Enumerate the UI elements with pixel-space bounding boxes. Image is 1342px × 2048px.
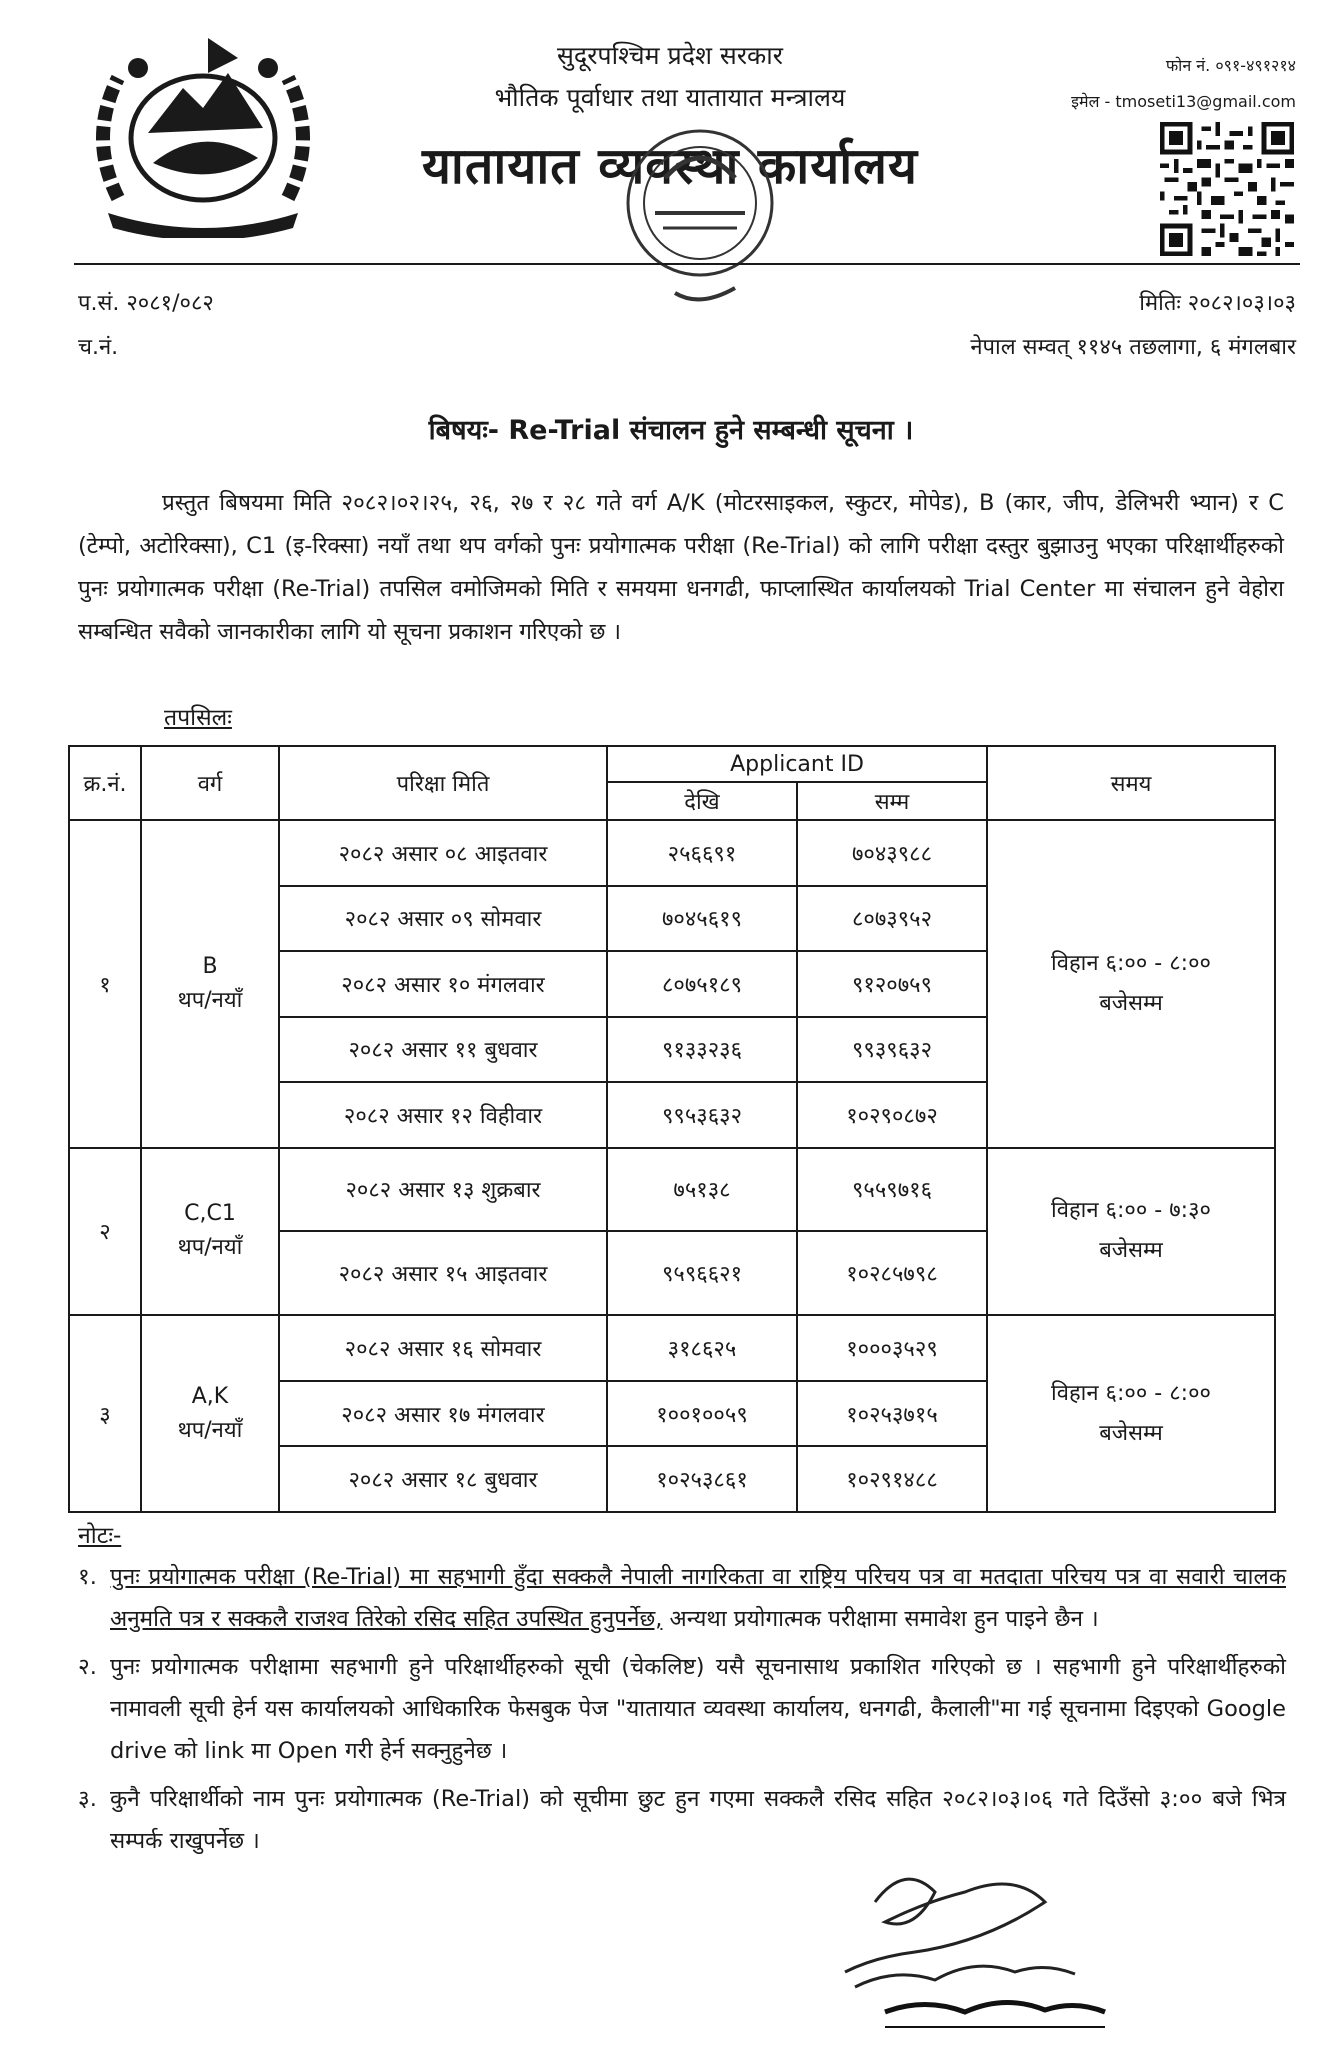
header-ministry: भौतिक पूर्वाधार तथा यातायात मन्त्रालय	[494, 83, 846, 112]
note-rest-text: अन्यथा प्रयोगात्मक परीक्षामा समावेश हुन पाइने छैन ।	[662, 1606, 1099, 1632]
header-category: वर्ग	[141, 746, 279, 820]
row-id-from: ९१३३२३६	[607, 1017, 797, 1083]
row-id-from: ७०४५६१९	[607, 886, 797, 952]
time-suffix: बजेसम्म	[1099, 1420, 1163, 1446]
time-suffix: बजेसम्म	[1099, 990, 1163, 1016]
row-id-from: १००१००५९	[607, 1381, 797, 1447]
row-sn: ३	[69, 1315, 141, 1512]
note-text: पुनः प्रयोगात्मक परीक्षामा सहभागी हुने परिक्षार्थीहरुको सूची (चेकलिष्ट) यसै सूचनासाथ प्रकाशित गरिएको छ । सहभागी हुने परिक्षार्थीहरुको नामावली सूची हेर्न यस कार्यालयको आधिकारिक फेसबुक पेज "यातायात व्यवस्था कार्यालय, धनगढी, कैलाली"मा गई सूचनामा दिइएको Google drive को link मा Open गरी हेर्न सक्नुहुनेछ ।	[110, 1654, 1286, 1764]
list-item	[78, 1646, 1286, 1772]
row-time	[987, 1315, 1275, 1512]
row-id-to: १०२८५७९८	[797, 1231, 987, 1315]
qr-code-icon	[1160, 122, 1294, 256]
row-id-to: १०००३५२९	[797, 1315, 987, 1381]
row-id-from: ३१८६२५	[607, 1315, 797, 1381]
header-applicant-id: Applicant ID	[607, 746, 987, 782]
note-number: २.	[78, 1654, 97, 1680]
row-id-from: ८०७५१८९	[607, 951, 797, 1017]
row-time	[987, 820, 1275, 1148]
row-exam-date: २०८२ असार ०९ सोमवार	[279, 886, 607, 952]
row-time	[987, 1148, 1275, 1316]
note-text: कुनै परिक्षार्थीको नाम पुनः प्रयोगात्मक (Re-Trial) को सूचीमा छुट हुन गएमा सक्कलै रसिद सहित २०८२।०३।०६ गते दिउँसो ३:०० बजे भित्र सम्पर्क राखुपर्नेछ ।	[110, 1786, 1286, 1854]
row-exam-date: २०८२ असार १७ मंगलवार	[279, 1381, 607, 1447]
row-exam-date: २०८२ असार १५ आइतवार	[279, 1231, 607, 1315]
retrial-schedule-table	[68, 745, 1276, 1513]
time-range: विहान ६:०० - ८:००	[1051, 1380, 1211, 1406]
row-id-to: ९५५९७१६	[797, 1148, 987, 1232]
contact-block	[1046, 48, 1296, 120]
note-underlined-text: पुनः प्रयोगात्मक परीक्षा (Re-Trial) मा सहभागी हुँदा सक्कलै नेपाली नागरिकता वा राष्ट्रिय परिचय पत्र वा मतदाता परिचय पत्र वा सवारी चालक अनुमति पत्र र सक्कलै राजश्व तिरेको रसिद सहित उपस्थित हुनुपर्नेछ,	[110, 1564, 1286, 1632]
category-code: B	[202, 953, 218, 979]
row-id-to: ९१२०७५९	[797, 951, 987, 1017]
header-to: सम्म	[797, 782, 987, 820]
row-exam-date: २०८२ असार ०८ आइतवार	[279, 820, 607, 886]
category-type: थप/नयाँ	[177, 987, 243, 1013]
header-from: देखि	[607, 782, 797, 820]
letter-number: प.सं. २०८१/०८२	[78, 291, 214, 316]
row-exam-date: २०८२ असार १६ सोमवार	[279, 1315, 607, 1381]
reference-right	[970, 282, 1296, 370]
header-sn: क्र.नं.	[69, 746, 141, 820]
row-exam-date: २०८२ असार १८ बुधवार	[279, 1446, 607, 1512]
row-id-from: १०२५३८६१	[607, 1446, 797, 1512]
time-suffix: बजेसम्म	[1099, 1238, 1163, 1264]
details-label: तपसिलः	[164, 705, 232, 731]
row-exam-date: २०८२ असार १० मंगलवार	[279, 951, 607, 1017]
category-code: A,K	[191, 1383, 229, 1409]
time-range: विहान ६:०० - ७:३०	[1051, 1198, 1211, 1224]
note-number: १.	[78, 1564, 97, 1590]
nepal-sambat-date: नेपाल सम्वत् ११४५ तछलागा, ६ मंगलबार	[970, 335, 1296, 360]
header-government: सुदूरपश्चिम प्रदेश सरकार	[557, 41, 783, 70]
note-number: ३.	[78, 1786, 97, 1812]
category-type: थप/नयाँ	[177, 1235, 243, 1261]
row-exam-date: २०८२ असार १३ शुक्रबार	[279, 1148, 607, 1232]
notice-subject: बिषयः- Re-Trial संचालन हुने सम्बन्धी सूचना ।	[428, 415, 914, 446]
notes-title: नोटः-	[78, 1523, 122, 1549]
time-range: विहान ६:०० - ८:००	[1051, 950, 1211, 976]
category-code: C,C1	[184, 1201, 236, 1227]
note-text	[110, 1556, 1286, 1640]
notice-body-text: प्रस्तुत बिषयमा मिति २०८२।०२।२५, २६, २७ र २८ गते वर्ग A/K (मोटरसाइकल, स्कुटर, मोपेड), B (कार, जीप, डेलिभरी भ्यान) र C (टेम्पो, अटोरिक्सा), C1 (इ-रिक्सा) नयाँ तथा थप वर्गको पुनः प्रयोगात्मक परीक्षा (Re-Trial) को लागि परीक्षा दस्तुर बुझाउनु भएका परिक्षार्थीहरुको पुनः प्रयोगात्मक परीक्षा (Re-Trial) तपसिल वमोजिमको मिति र समयमा धनगढी, फाप्लास्थित कार्यालयको Trial Center मा संचालन हुने वेहोरा सम्बन्धित सवैको जानकारीका लागि यो सूचना प्रकाशन गरिएको छ ।	[78, 490, 1284, 645]
header-exam-date: परिक्षा मिति	[279, 746, 607, 820]
category-type: थप/नयाँ	[177, 1417, 243, 1443]
notice-body	[78, 482, 1284, 654]
row-id-from: ९९५३६३२	[607, 1082, 797, 1148]
row-id-from: ९५९६६२१	[607, 1231, 797, 1315]
letter-date: मितिः २०८२।०३।०३	[1139, 291, 1296, 316]
table-row	[69, 1315, 1275, 1381]
row-category	[141, 1315, 279, 1512]
reference-left	[78, 282, 214, 370]
row-category	[141, 820, 279, 1148]
header-divider	[74, 263, 1300, 265]
row-id-to: ७०४३९८८	[797, 820, 987, 886]
row-id-from: २५६६९१	[607, 820, 797, 886]
table-row	[69, 1148, 1275, 1232]
row-id-to: १०२९१४८८	[797, 1446, 987, 1512]
nepal-emblem-icon	[78, 28, 328, 238]
list-item	[78, 1556, 1286, 1640]
notes-list	[78, 1556, 1286, 1868]
list-item	[78, 1778, 1286, 1862]
row-exam-date: २०८२ असार १२ विहीवार	[279, 1082, 607, 1148]
row-id-from: ७५१३८	[607, 1148, 797, 1232]
row-sn: २	[69, 1148, 141, 1316]
row-id-to: १०२५३७१५	[797, 1381, 987, 1447]
row-id-to: १०२९०८७२	[797, 1082, 987, 1148]
signature-icon	[815, 1862, 1145, 2042]
dispatch-number: च.नं.	[78, 335, 119, 360]
office-stamp-icon	[595, 108, 805, 323]
row-id-to: ९९३९६३२	[797, 1017, 987, 1083]
email-address: इमेल - tmoseti13@gmail.com	[1071, 92, 1296, 111]
row-category	[141, 1148, 279, 1316]
row-id-to: ८०७३९५२	[797, 886, 987, 952]
row-exam-date: २०८२ असार ११ बुधवार	[279, 1017, 607, 1083]
phone-number: फोन नं. ०९१-४९१२१४	[1165, 56, 1296, 75]
header-time: समय	[987, 746, 1275, 820]
header-office-name: यातायात व्यवस्था कार्यालय	[421, 137, 919, 195]
table-row	[69, 820, 1275, 886]
row-sn: १	[69, 820, 141, 1148]
